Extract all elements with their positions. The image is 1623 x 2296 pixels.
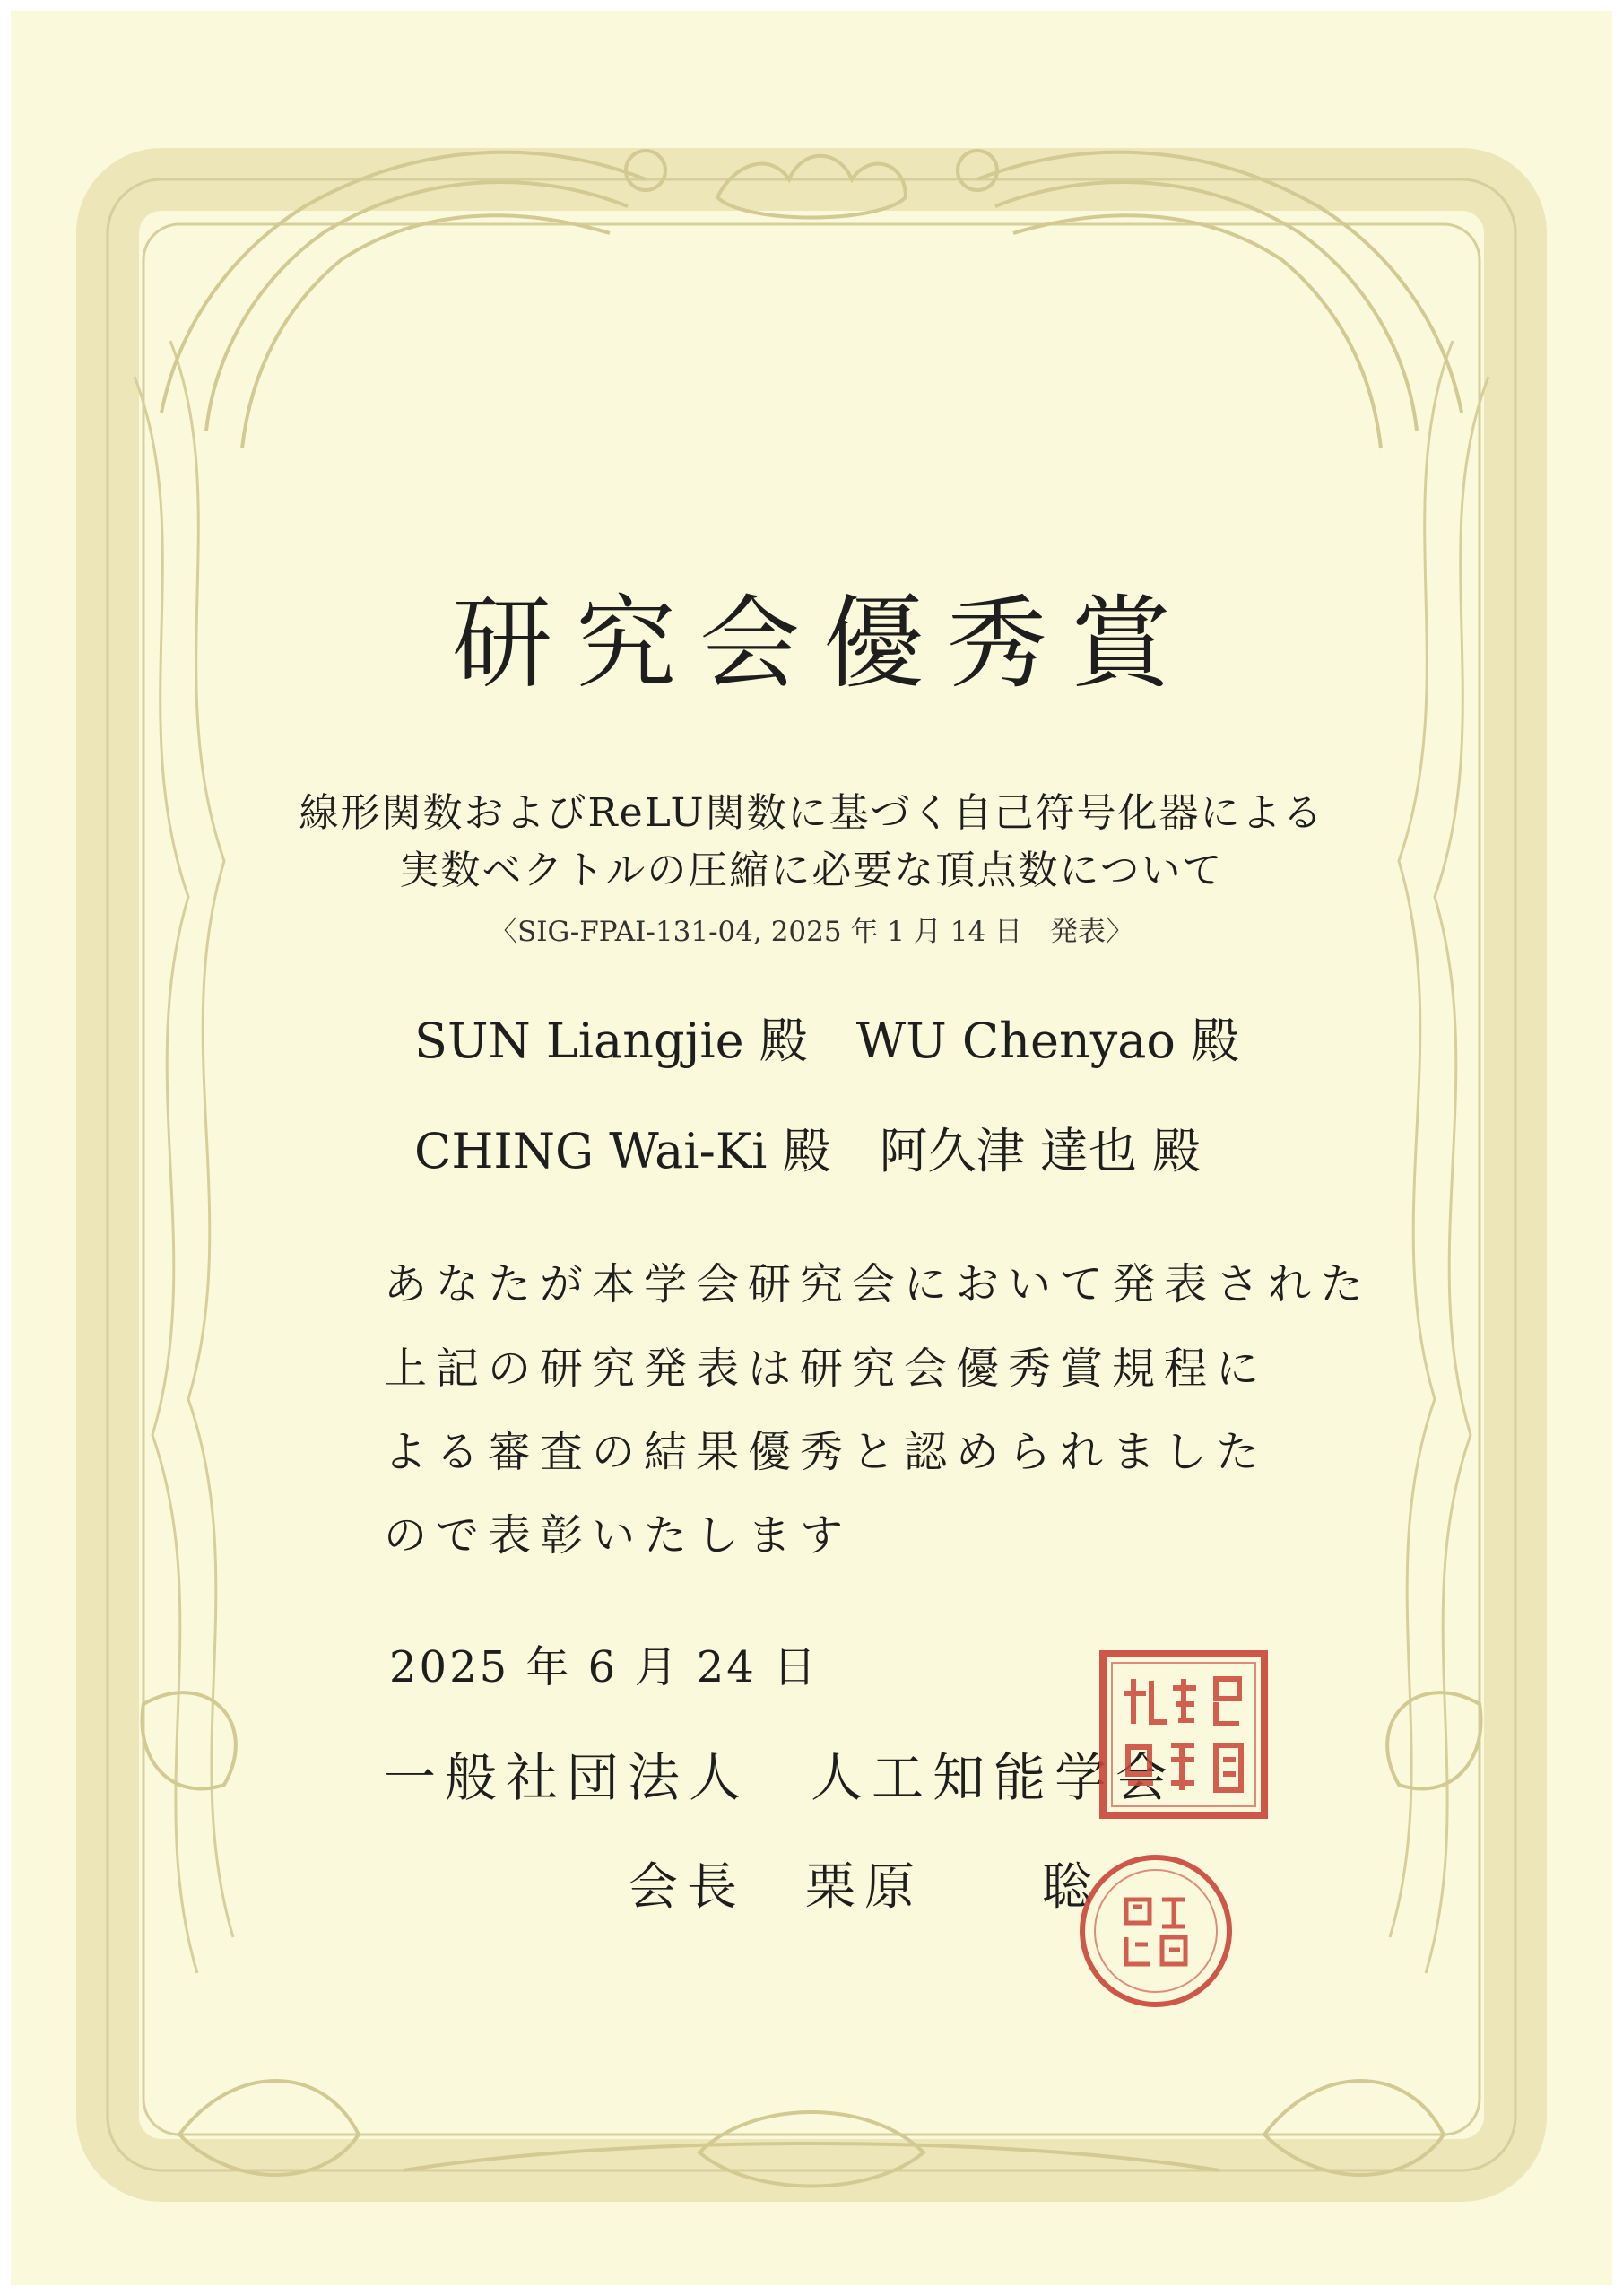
presentation-info: 〈SIG-FPAI-131-04, 2025 年 1 月 14 日 発表〉 [489,916,1134,948]
citation-line-4: ので表彰いたします [384,1510,853,1561]
citation-line-1: あなたが本学会研究会において発表された [384,1259,1373,1309]
paper-title-line-1: 線形関数およびReLU関数に基づく自己符号化器による [299,790,1324,836]
certificate-title: 研究会優秀賞 [452,586,1194,702]
recipients-line-2: CHING Wai-Ki 殿 阿久津 達也 殿 [414,1123,1201,1179]
society-seal [1098,1648,1270,1821]
organization-name: 一般社団法人 人工知能学会 [384,1747,1177,1808]
president-name: 会長 栗原 聡 [628,1858,1101,1917]
citation-line-3: よる審査の結果優秀と認められました [384,1427,1269,1477]
citation-line-2: 上記の研究発表は研究会優秀賞規程に [384,1344,1269,1394]
president-seal [1076,1851,1236,2011]
paper-title-line-2: 実数ベクトルの圧縮に必要な頂点数について [399,848,1224,893]
award-date: 2025 年 6 月 24 日 [389,1642,820,1692]
recipients-line-1: SUN Liangjie 殿 WU Chenyao 殿 [414,1013,1240,1069]
